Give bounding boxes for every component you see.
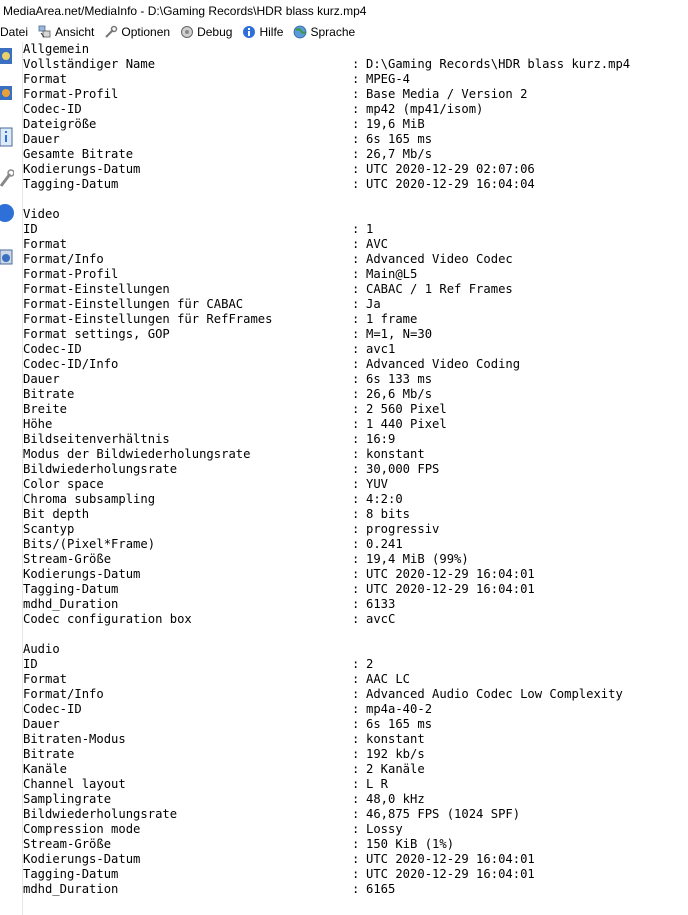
info-key: Stream-Größe — [23, 837, 112, 851]
info-row — [23, 822, 688, 837]
menu-ansicht[interactable] — [38, 22, 94, 42]
info-key: Codec-ID — [23, 342, 82, 356]
info-row — [23, 477, 688, 492]
menu-optionen[interactable] — [104, 22, 170, 42]
info-value: 1 frame — [366, 312, 418, 326]
info-value: 46,875 FPS (1024 SPF) — [366, 807, 521, 821]
info-separator: : — [352, 462, 360, 476]
info-value: UTC 2020-12-29 16:04:01 — [366, 567, 535, 581]
info-key: Bildseitenverhältnis — [23, 432, 170, 446]
info-row — [23, 417, 688, 432]
info-key: Format-Einstellungen für CABAC — [23, 297, 244, 311]
info-row — [23, 132, 688, 147]
info-key: Format-Einstellungen für RefFrames — [23, 312, 273, 326]
info-separator: : — [352, 672, 360, 686]
info-separator: : — [352, 147, 360, 161]
info-separator: : — [352, 612, 360, 626]
preferences-icon[interactable] — [0, 168, 14, 190]
info-key: Codec-ID/Info — [23, 357, 119, 371]
info-row — [23, 312, 688, 327]
info-key: Format — [23, 237, 68, 251]
open-folder-icon[interactable] — [0, 82, 14, 104]
info-row — [23, 342, 688, 357]
info-key: Tagging-Datum — [23, 177, 119, 191]
info-separator: : — [352, 717, 360, 731]
info-separator: : — [352, 132, 360, 146]
info-key: Kodierungs-Datum — [23, 852, 141, 866]
info-separator: : — [352, 117, 360, 131]
info-separator: : — [352, 882, 360, 896]
info-value: Advanced Video Coding — [366, 357, 521, 371]
info-row — [23, 702, 688, 717]
info-row — [23, 717, 688, 732]
menu-datei[interactable] — [0, 22, 28, 42]
info-key: Chroma subsampling — [23, 492, 156, 506]
info-key: Format — [23, 672, 68, 686]
info-separator: : — [352, 372, 360, 386]
info-value: 0.241 — [366, 537, 403, 551]
info-key: Format-Profil — [23, 87, 119, 101]
info-key: Höhe — [23, 417, 53, 431]
info-key: Scantyp — [23, 522, 75, 536]
info-row — [23, 882, 688, 897]
info-value: Lossy — [366, 822, 403, 836]
info-key: Dauer — [23, 132, 60, 146]
info-key: Dauer — [23, 717, 60, 731]
info-row — [23, 432, 688, 447]
info-key: Bitrate — [23, 747, 75, 761]
info-value: 2 560 Pixel — [366, 402, 447, 416]
info-row — [23, 252, 688, 267]
info-separator: : — [352, 282, 360, 296]
info-value: 8 bits — [366, 507, 411, 521]
info-key: Color space — [23, 477, 104, 491]
info-row — [23, 537, 688, 552]
info-value: Advanced Audio Codec Low Complexity — [366, 687, 623, 701]
info-value: UTC 2020-12-29 02:07:06 — [366, 162, 535, 176]
info-value: 48,0 kHz — [366, 792, 425, 806]
info-row — [23, 852, 688, 867]
info-row — [23, 282, 688, 297]
info-key: Kodierungs-Datum — [23, 162, 141, 176]
info-key: Format/Info — [23, 687, 104, 701]
info-key: Samplingrate — [23, 792, 112, 806]
info-row — [23, 102, 688, 117]
info-separator: : — [352, 822, 360, 836]
info-separator: : — [352, 357, 360, 371]
info-key: Stream-Größe — [23, 552, 112, 566]
info-key: Codec configuration box — [23, 612, 192, 626]
info-separator: : — [352, 327, 360, 341]
info-row — [23, 177, 688, 192]
info-row — [23, 597, 688, 612]
info-row — [23, 237, 688, 252]
info-key: Bildwiederholungsrate — [23, 807, 178, 821]
info-value: mp4a-40-2 — [366, 702, 433, 716]
blank-line — [23, 192, 688, 207]
info-separator: : — [352, 567, 360, 581]
info-row — [23, 807, 688, 822]
info-separator: : — [352, 162, 360, 176]
info-separator: : — [352, 552, 360, 566]
info-key: Tagging-Datum — [23, 867, 119, 881]
info-key: Codec-ID — [23, 702, 82, 716]
info-row — [23, 777, 688, 792]
language-icon — [293, 25, 307, 39]
info-row — [23, 462, 688, 477]
info-separator: : — [352, 807, 360, 821]
info-separator: : — [352, 447, 360, 461]
section-title: Video — [23, 207, 60, 221]
info-row — [23, 87, 688, 102]
media-info-text-view[interactable] — [22, 42, 688, 915]
info-key: Breite — [23, 402, 68, 416]
view-icon — [38, 25, 52, 39]
info-value: Main@L5 — [366, 267, 418, 281]
info-row — [23, 792, 688, 807]
info-row — [23, 387, 688, 402]
info-separator: : — [352, 747, 360, 761]
blank-line — [23, 627, 688, 642]
info-value: 30,000 FPS — [366, 462, 440, 476]
info-key: mdhd_Duration — [23, 882, 119, 896]
info-value: 192 kb/s — [366, 747, 425, 761]
info-value: UTC 2020-12-29 16:04:04 — [366, 177, 535, 191]
info-value: UTC 2020-12-29 16:04:01 — [366, 867, 535, 881]
info-separator: : — [352, 522, 360, 536]
info-separator: : — [352, 687, 360, 701]
info-value: konstant — [366, 447, 425, 461]
info-value: UTC 2020-12-29 16:04:01 — [366, 582, 535, 596]
info-row — [23, 372, 688, 387]
info-row — [23, 657, 688, 672]
info-row — [23, 327, 688, 342]
info-key: Tagging-Datum — [23, 582, 119, 596]
info-separator: : — [352, 57, 360, 71]
info-row — [23, 267, 688, 282]
info-separator: : — [352, 252, 360, 266]
info-separator: : — [352, 702, 360, 716]
menu-sprache[interactable] — [293, 22, 355, 42]
info-separator: : — [352, 417, 360, 431]
info-value: UTC 2020-12-29 16:04:01 — [366, 852, 535, 866]
info-value: 2 — [366, 657, 374, 671]
info-value: AAC LC — [366, 672, 411, 686]
info-value: konstant — [366, 732, 425, 746]
info-value: mp42 (mp41/isom) — [366, 102, 484, 116]
info-key: Gesamte Bitrate — [23, 147, 134, 161]
info-separator: : — [352, 852, 360, 866]
info-value: M=1, N=30 — [366, 327, 433, 341]
info-key: Codec-ID — [23, 102, 82, 116]
info-key: ID — [23, 657, 38, 671]
menu-bar — [0, 22, 688, 42]
help-icon — [242, 25, 256, 39]
info-value: 6s 165 ms — [366, 717, 433, 731]
info-value: Ja — [366, 297, 381, 311]
info-separator: : — [352, 267, 360, 281]
section-title: Audio — [23, 642, 60, 656]
info-value: CABAC / 1 Ref Frames — [366, 282, 513, 296]
info-separator: : — [352, 222, 360, 236]
info-row — [23, 297, 688, 312]
info-value: 19,4 MiB (99%) — [366, 552, 469, 566]
info-value: D:\Gaming Records\HDR blass kurz.mp4 — [366, 57, 631, 71]
menu-hilfe-label: Hilfe — [259, 25, 284, 39]
info-value: Advanced Video Codec — [366, 252, 513, 266]
info-row — [23, 222, 688, 237]
info-separator: : — [352, 87, 360, 101]
info-row — [23, 147, 688, 162]
info-value: 19,6 MiB — [366, 117, 425, 131]
info-row — [23, 687, 688, 702]
info-key: Modus der Bildwiederholungsrate — [23, 447, 251, 461]
options-icon — [104, 25, 118, 39]
info-separator: : — [352, 732, 360, 746]
info-key: Format settings, GOP — [23, 327, 170, 341]
info-key: Bit depth — [23, 507, 90, 521]
menu-optionen-label: Optionen — [121, 25, 171, 39]
info-value: 6s 165 ms — [366, 132, 433, 146]
info-value: 1 — [366, 222, 374, 236]
info-separator: : — [352, 342, 360, 356]
info-value: Base Media / Version 2 — [366, 87, 528, 101]
info-separator: : — [352, 597, 360, 611]
info-key: ID — [23, 222, 38, 236]
info-row — [23, 747, 688, 762]
info-value: avc1 — [366, 342, 396, 356]
info-separator: : — [352, 507, 360, 521]
info-row — [23, 582, 688, 597]
section-title: Allgemein — [23, 42, 90, 56]
info-value: 6165 — [366, 882, 396, 896]
info-row — [23, 552, 688, 567]
info-key: Vollständiger Name — [23, 57, 156, 71]
info-row — [23, 612, 688, 627]
info-row — [23, 57, 688, 72]
info-separator: : — [352, 762, 360, 776]
info-row — [23, 447, 688, 462]
open-file-icon[interactable] — [0, 46, 14, 68]
info-value: 16:9 — [366, 432, 396, 446]
menu-debug[interactable] — [180, 22, 232, 42]
info-value: 2 Kanäle — [366, 762, 425, 776]
info-key: mdhd_Duration — [23, 597, 119, 611]
web-icon[interactable] — [0, 246, 14, 268]
info-value: AVC — [366, 237, 389, 251]
info-key: Dateigröße — [23, 117, 97, 131]
info-separator: : — [352, 792, 360, 806]
info-separator: : — [352, 312, 360, 326]
info-value: 26,7 Mb/s — [366, 147, 433, 161]
info-key: Format/Info — [23, 252, 104, 266]
info-separator: : — [352, 102, 360, 116]
menu-ansicht-label: Ansicht — [55, 25, 95, 39]
info-row — [23, 762, 688, 777]
info-separator: : — [352, 177, 360, 191]
info-separator: : — [352, 777, 360, 791]
info-key: Compression mode — [23, 822, 141, 836]
info-separator: : — [352, 402, 360, 416]
info-value: 150 KiB (1%) — [366, 837, 455, 851]
info-row — [23, 357, 688, 372]
info-key: Bildwiederholungsrate — [23, 462, 178, 476]
info-value: 6133 — [366, 597, 396, 611]
info-value: 1 440 Pixel — [366, 417, 447, 431]
info-value: avcC — [366, 612, 396, 626]
menu-sprache-label: Sprache — [310, 25, 356, 39]
info-separator: : — [352, 537, 360, 551]
info-row — [23, 522, 688, 537]
info-value: 6s 133 ms — [366, 372, 433, 386]
info-row — [23, 402, 688, 417]
info-key: Bits/(Pixel*Frame) — [23, 537, 156, 551]
info-separator: : — [352, 387, 360, 401]
info-separator: : — [352, 867, 360, 881]
info-key: Format-Profil — [23, 267, 119, 281]
info-row — [23, 507, 688, 522]
info-separator: : — [352, 492, 360, 506]
info-key: Channel layout — [23, 777, 126, 791]
info-row — [23, 567, 688, 582]
title-bar — [0, 0, 688, 22]
info-separator: : — [352, 837, 360, 851]
menu-hilfe[interactable] — [242, 22, 283, 42]
info-separator: : — [352, 432, 360, 446]
info-separator: : — [352, 582, 360, 596]
info-row — [23, 117, 688, 132]
info-row — [23, 72, 688, 87]
menu-datei-label: Datei — [0, 25, 29, 39]
info-row — [23, 837, 688, 852]
info-separator: : — [352, 657, 360, 671]
info-value: 4:2:0 — [366, 492, 403, 506]
info-value: L R — [366, 777, 389, 791]
info-key: Kanäle — [23, 762, 68, 776]
info-row — [23, 492, 688, 507]
info-value: MPEG-4 — [366, 72, 411, 86]
menu-debug-label: Debug — [197, 25, 233, 39]
info-separator: : — [352, 477, 360, 491]
info-value: YUV — [366, 477, 389, 491]
info-key: Dauer — [23, 372, 60, 386]
info-separator: : — [352, 72, 360, 86]
info-icon[interactable] — [0, 126, 14, 148]
info-key: Format-Einstellungen — [23, 282, 170, 296]
info-separator: : — [352, 297, 360, 311]
info-row — [23, 867, 688, 882]
info-key: Bitrate — [23, 387, 75, 401]
debug-icon — [180, 25, 194, 39]
info-key: Format — [23, 72, 68, 86]
toolbar-sidebar — [0, 42, 16, 915]
about-icon[interactable] — [0, 202, 14, 224]
info-row — [23, 732, 688, 747]
info-value: progressiv — [366, 522, 440, 536]
info-key: Bitraten-Modus — [23, 732, 126, 746]
window-title: MediaArea.net/MediaInfo - D:\Gaming Records\HDR blass kurz.mp4 — [3, 4, 367, 18]
info-value: 26,6 Mb/s — [366, 387, 433, 401]
info-key: Kodierungs-Datum — [23, 567, 141, 581]
info-row — [23, 162, 688, 177]
info-row — [23, 672, 688, 687]
info-separator: : — [352, 237, 360, 251]
